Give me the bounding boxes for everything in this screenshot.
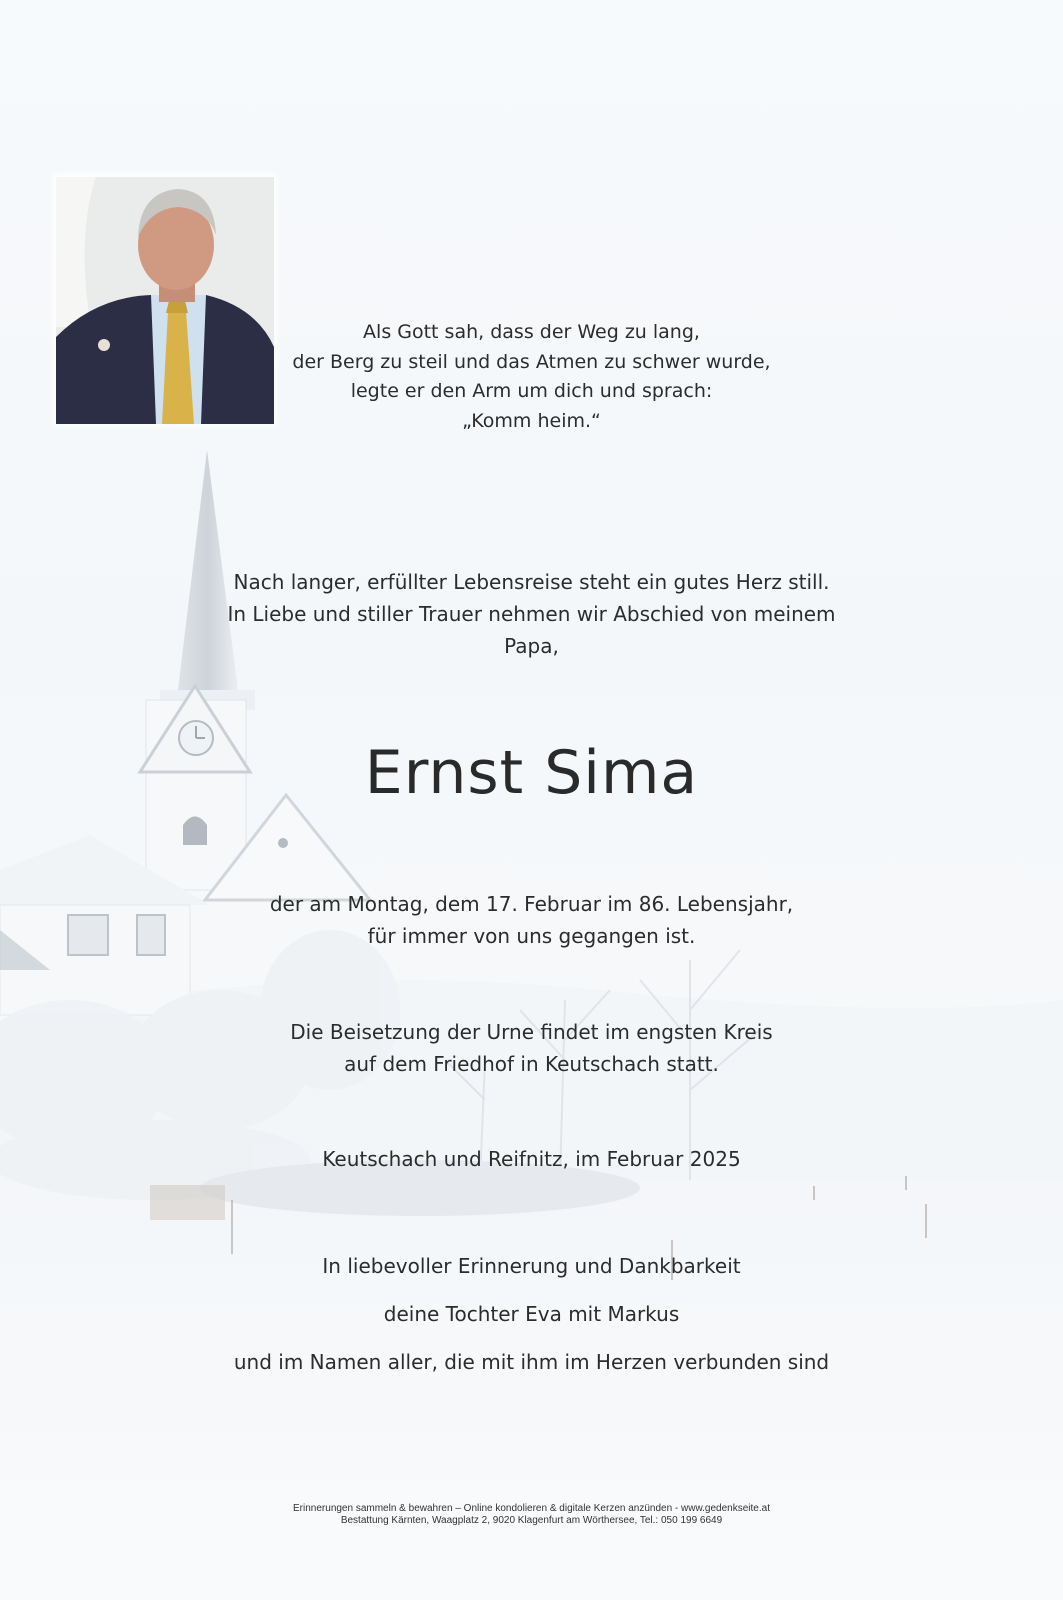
footer [0,1503,1063,1527]
burial-line: auf dem Friedhof in Keutschach statt. [344,1052,719,1076]
poem-line: „Komm heim.“ [462,409,601,432]
death-line: für immer von uns gegangen ist. [367,924,696,948]
footer-line: Bestattung Kärnten, Waagplatz 2, 9020 Klagenfurt am Wörthersee, Tel.: 050 199 6649 [340,1515,723,1526]
intro-line: Papa, [504,634,559,658]
closing-line: deine Tochter Eva mit Markus [383,1302,680,1326]
death-line: der am Montag, dem 17. Februar im 86. Lebensjahr, [269,892,794,916]
footer-line: Erinnerungen sammeln & bewahren – Online kondolieren & digitale Kerzen anzünden - www.gedenkseite.at [293,1503,770,1514]
intro-line: Nach langer, erfüllter Lebensreise steht ein gutes Herz still. [233,570,830,594]
place-date: Keutschach und Reifnitz, im Februar 2025 [322,1147,741,1171]
poem-line: legte er den Arm um dich und sprach: [350,380,713,402]
closing-signatures [0,1242,1063,1386]
burial-notice [0,1016,1063,1080]
intro-text [0,566,1063,662]
poem [0,318,1063,436]
burial-line: Die Beisetzung der Urne findet im engsten Kreis [290,1020,773,1044]
intro-line: In Liebe und stiller Trauer nehmen wir Abschied von meinem [227,602,836,626]
poem-line: Als Gott sah, dass der Weg zu lang, [363,321,700,343]
closing-line: In liebevoller Erinnerung und Dankbarkeit [322,1254,741,1278]
poem-line: der Berg zu steil und das Atmen zu schwer wurde, [292,350,771,373]
death-notice [0,888,1063,952]
closing-line: und im Namen aller, die mit ihm im Herzen verbunden sind [233,1350,830,1374]
deceased-name: Ernst Sima [364,738,699,808]
